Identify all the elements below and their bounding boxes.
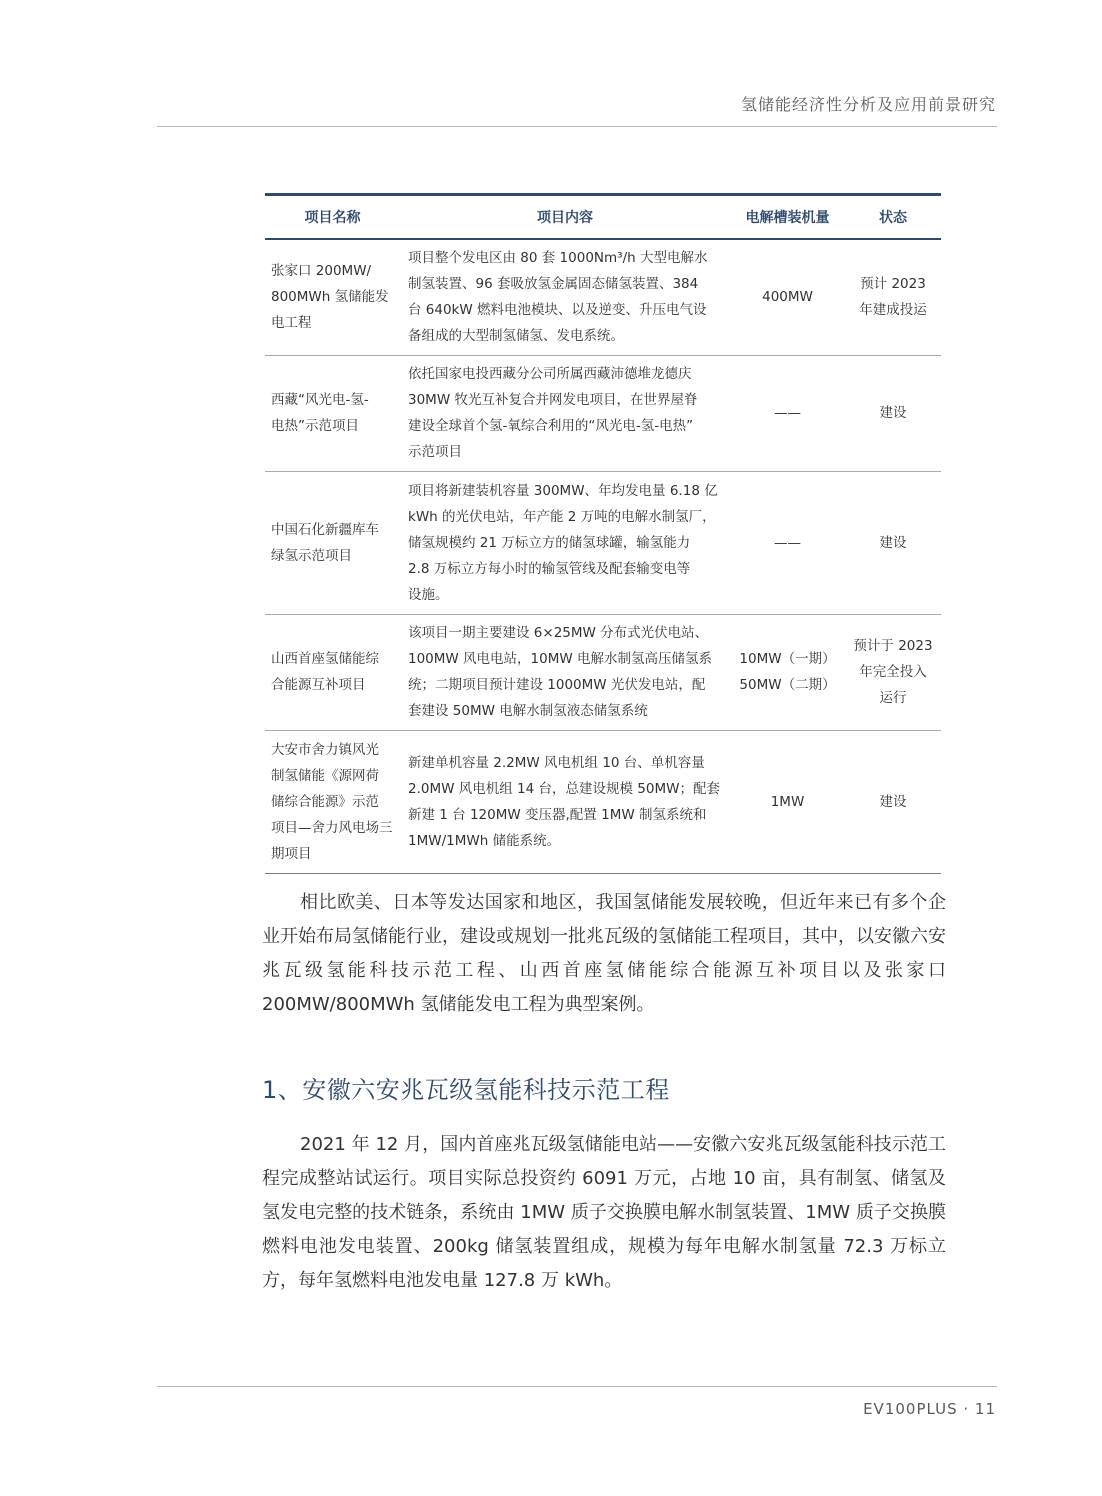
header-project-name: 项目名称 [265,195,400,240]
text-line: 储氢规模约 21 万标立方的储氢球罐，输氢能力 [408,534,691,551]
header-status: 状态 [845,195,941,240]
text-line: 2.0MW 风电机组 14 台，总建设规模 50MW；配套 [408,780,720,797]
text-line: 建设 [879,534,907,551]
cell-project-name [265,355,400,471]
page-footer: EV100PLUS · 11 [863,1400,996,1418]
cell-project-content [400,730,730,873]
text-line: 台 640kW 燃料电池模块、以及逆变、升压电气设 [408,302,707,319]
header-divider [157,126,997,127]
text-line: 合能源互补项目 [271,677,366,693]
cell-project-content [400,355,730,471]
text-line: 400MW [762,289,813,306]
projects-table [265,193,941,874]
table-row [265,614,941,730]
cell-project-content [400,614,730,730]
cell-status [845,355,941,471]
table-row [265,730,941,873]
text-line: 储综合能源》示范 [271,793,379,810]
text-line: 绿氢示范项目 [271,547,352,564]
cell-project-name [265,471,400,614]
text-line: 预计 2023 [860,276,926,293]
text-line: 50MW（二期） [739,677,836,693]
projects-table-container [265,193,941,874]
table-header-row [265,195,941,240]
text-line: 1MW/1MWh 储能系统。 [408,832,561,849]
text-line: 100MW 风电电站，10MW 电解水制氢高压储氢系 [408,651,713,667]
text-line: 1MW [770,793,805,810]
text-line: 该项目一期主要建设 6×25MW 分布式光伏电站、 [408,625,709,641]
cell-status [845,730,941,873]
text-line: kWh 的光伏电站，年产能 2 万吨的电解水制氢厂， [408,508,716,525]
header-electrolyzer-capacity: 电解槽装机量 [730,195,845,240]
cell-project-content [400,239,730,355]
cell-status [845,239,941,355]
cell-capacity [730,355,845,471]
text-line: 项目整个发电区由 80 套 1000Nm³/h 大型电解水 [408,250,708,267]
text-line: 新建单机容量 2.2MW 风电机组 10 台、单机容量 [408,754,705,771]
text-line: 新建 1 台 120MW 变压器,配置 1MW 制氢系统和 [408,806,707,823]
text-line: 电热”示范项目 [271,418,359,434]
text-line: 套建设 50MW 电解水制氢液态储氢系统 [408,703,648,719]
text-line: 制氢储能《源网荷 [271,767,379,784]
text-line: 运行 [879,690,907,706]
text-line: 预计于 2023 [853,638,933,654]
text-line: 山西首座氢储能综 [271,651,379,667]
table-row [265,355,941,471]
text-line: —— [774,405,801,421]
footer-divider [157,1386,997,1387]
text-line: 2.8 万标立方每小时的输氢管线及配套输变电等 [408,560,691,577]
text-line: 统；二期项目预计建设 1000MW 光伏发电站，配 [408,677,706,693]
cell-capacity [730,614,845,730]
text-line: 依托国家电投西藏分公司所属西藏沛德堆龙德庆 [408,366,692,382]
text-line: 建设 [879,405,907,421]
text-line: —— [774,534,801,551]
text-line: 30MW 牧光互补复合并网发电项目，在世界屋脊 [408,392,698,408]
cell-status [845,614,941,730]
body-paragraph: 相比欧美、日本等发达国家和地区，我国氢储能发展较晚，但近年来已有多个企业开始布局氢储能行业，建设或规划一批兆瓦级的氢储能工程项目，其中，以安徽六安兆瓦级氢能科技示范工程、山西首座氢储能综合能源互补项目以及张家口 200MW/800MWh 氢储能发电工程为典型案例。 [262,892,946,1015]
text-line: 张家口 200MW/ [271,263,372,280]
text-line: 年完全投入 [859,664,927,680]
text-line: 项目将新建装机容量 300MW、年均发电量 6.18 亿 [408,482,718,499]
cell-project-name [265,730,400,873]
text-line: 制氢装置、96 套吸放氢金属固态储氢装置、384 [408,276,699,293]
table-row [265,239,941,355]
cell-capacity [730,471,845,614]
text-line: 10MW（一期） [739,651,836,667]
text-line: 中国石化新疆库车 [271,521,379,538]
text-line: 西藏“风光电-氢- [271,392,369,408]
text-line: 建设 [879,793,907,810]
cell-project-name [265,239,400,355]
text-line: 示范项目 [408,444,462,460]
text-line: 项目—舍力风电场三 [271,819,393,836]
cell-capacity [730,730,845,873]
body-paragraph: 2021 年 12 月，国内首座兆瓦级氢储能电站——安徽六安兆瓦级氢能科技示范工程完成整站试运行。项目实际总投资约 6091 万元，占地 10 亩，具有制氢、储氢及氢发电完整的技术链条，系统由 1MW 质子交换膜电解水制氢装置、1MW 质子交换膜燃料电池发电装置、200kg 储氢装置组成，规模为每年电解水制氢量 72.3 万标立方，每年氢燃料电池发电量 127.8 万 kWh。 [262,1134,946,1291]
table-row [265,471,941,614]
text-line: 800MWh 氢储能发 [271,289,389,306]
header-project-content: 项目内容 [400,195,730,240]
running-header-title: 氢储能经济性分析及应用前景研究 [740,95,996,114]
text-line: 期项目 [271,845,312,862]
text-line: 设施。 [408,586,449,603]
text-line: 备组成的大型制氢储氢、发电系统。 [408,328,624,345]
cell-project-content [400,471,730,614]
text-line: 建设全球首个氢-氧综合利用的“风光电-氢-电热” [408,418,694,434]
text-line: 大安市舍力镇风光 [271,741,379,758]
cell-project-name [265,614,400,730]
text-line: 电工程 [271,315,312,332]
cell-status [845,471,941,614]
section-heading: 1、安徽六安兆瓦级氢能科技示范工程 [262,1076,670,1104]
cell-capacity [730,239,845,355]
text-line: 年建成投运 [859,302,927,319]
